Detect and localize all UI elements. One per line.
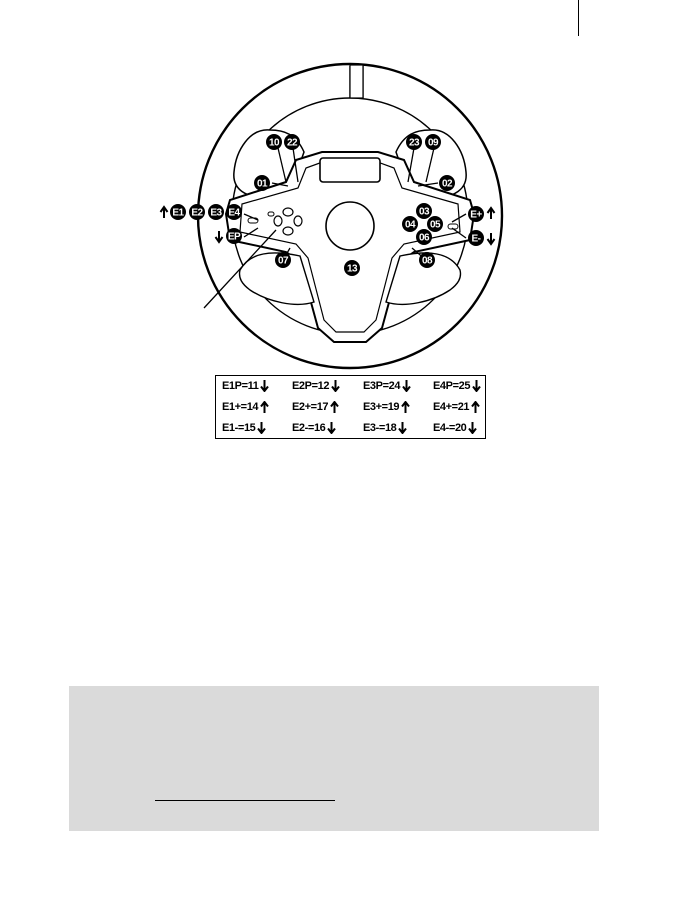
map-e2p: E2P=12 — [292, 378, 340, 394]
map-e3plus: E3+=19 — [363, 399, 410, 415]
badge-label: E2 — [191, 207, 203, 219]
badge-b23 — [406, 134, 422, 150]
badge-label: 01 — [256, 178, 268, 190]
map-e1p: E1P=11 — [222, 378, 269, 394]
badge-label: 23 — [408, 137, 420, 149]
map-e1minus: E1-=15 — [222, 420, 266, 436]
badge-e2 — [189, 204, 205, 220]
badge-label: 04 — [404, 219, 416, 231]
badge-b13 — [344, 260, 360, 276]
arrow-down-icon — [398, 422, 407, 434]
arrow-down-icon — [472, 380, 481, 392]
badge-b09 — [425, 134, 441, 150]
map-e1plus: E1+=14 — [222, 399, 269, 415]
badge-label: E3 — [210, 207, 222, 219]
badge-label: 09 — [427, 137, 439, 149]
badge-label: 07 — [277, 255, 289, 267]
badge-label: EP — [227, 231, 241, 243]
hub-center-boss — [326, 202, 374, 250]
badge-label: 02 — [441, 178, 453, 190]
arrow-down-icon — [468, 422, 477, 434]
badge-b22 — [284, 134, 300, 150]
badge-label: E+ — [470, 209, 482, 221]
badge-b10 — [266, 134, 282, 150]
arrow-down-icon — [257, 422, 266, 434]
arrow-down-icon — [260, 380, 269, 392]
badge-label: E4 — [228, 207, 240, 219]
map-e2minus: E2-=16 — [292, 420, 336, 436]
arrow-down-icon — [331, 380, 340, 392]
arrow-up-icon — [330, 401, 339, 413]
grey-note-box — [69, 686, 599, 831]
badge-eminus — [468, 230, 484, 246]
map-e4plus: E4+=21 — [433, 399, 480, 415]
badge-b05 — [427, 216, 443, 232]
badge-eplus — [468, 206, 484, 222]
badge-b02 — [439, 175, 455, 191]
arrow-up-icon — [471, 401, 480, 413]
arrow-down-icon — [402, 380, 411, 392]
badge-b06 — [416, 229, 432, 245]
badge-label: 10 — [268, 137, 280, 149]
map-e4p: E4P=25 — [433, 378, 481, 394]
badge-e1 — [170, 204, 186, 220]
map-e2plus: E2+=17 — [292, 399, 339, 415]
button-mapping-table — [215, 375, 486, 439]
badge-label: 06 — [418, 232, 430, 244]
badge-b08 — [419, 252, 435, 268]
arrow-up-icon — [260, 401, 269, 413]
map-e3minus: E3-=18 — [363, 420, 407, 436]
badge-b03 — [416, 203, 432, 219]
badge-label: 05 — [429, 219, 441, 231]
arrow-up-icon — [401, 401, 410, 413]
badge-b01 — [254, 175, 270, 191]
badge-label: 03 — [418, 206, 430, 218]
steering-wheel-diagram — [0, 0, 680, 370]
badge-b07 — [275, 252, 291, 268]
hub-display — [320, 158, 380, 182]
badge-label: E- — [471, 233, 481, 245]
badge-label: 22 — [286, 137, 298, 149]
badge-b04 — [402, 216, 418, 232]
map-e4minus: E4-=20 — [433, 420, 477, 436]
badge-e4 — [226, 204, 242, 220]
badge-ep — [226, 228, 242, 244]
arrow-down-icon — [327, 422, 336, 434]
badge-label: E1 — [172, 207, 184, 219]
badge-e3 — [208, 204, 224, 220]
arrow-up-left-icon — [161, 207, 168, 218]
map-e3p: E3P=24 — [363, 378, 411, 394]
badge-label: 08 — [421, 255, 433, 267]
underline-rule — [155, 800, 335, 801]
badge-label: 13 — [346, 263, 358, 275]
